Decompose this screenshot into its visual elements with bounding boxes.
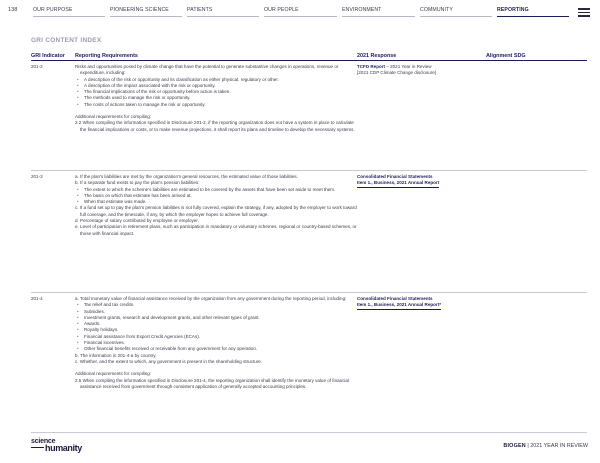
requirement-bullet: • The costs of actions taken to manage the risk or opportunity. — [75, 102, 357, 108]
logo-science-text: science — [31, 438, 56, 445]
requirement-text: c. If a fund set up to pay the plan's pension liabilities is not fully covered, explain the strategy, if any, adopted by the employer to work toward full coverage, and the timescale, if any, by which the employer hopes to achieve full coverage. — [75, 205, 357, 217]
requirement-bullet: • Subsidies. — [75, 309, 357, 315]
top-navigation — [0, 0, 600, 22]
requirement-bullet: • Financial assistance from Export Credit Agencies (ECAs). — [75, 334, 357, 340]
requirement-text: Additional requirements for compiling: — [75, 371, 152, 377]
reporting-requirements — [75, 174, 357, 237]
response-cell — [357, 296, 487, 310]
requirement-bullet: • Financial incentives. — [75, 340, 357, 346]
footer-brand: BIOGEN — [503, 443, 526, 449]
requirement-bullet: • The financial implications of the risk or opportunity before action is taken. — [75, 89, 357, 95]
nav-environment[interactable]: ENVIRONMENT — [342, 7, 382, 13]
reporting-requirements — [75, 296, 357, 390]
response-link[interactable]: Item 1., Business, 2021 Annual Report* — [357, 302, 441, 309]
footer-separator: | — [527, 443, 531, 449]
page-number: 138 — [8, 7, 18, 13]
nav-pioneering-science[interactable]: PIONEERING SCIENCE — [110, 7, 169, 13]
gri-indicator: 201-2 — [31, 64, 43, 69]
nav-underline — [187, 16, 259, 17]
nav-community[interactable]: COMMUNITY — [420, 7, 453, 13]
nav-our-people[interactable]: OUR PEOPLE — [264, 7, 299, 13]
column-header-response: 2021 Response — [357, 53, 397, 59]
nav-underline — [264, 16, 337, 17]
gri-content-table — [31, 51, 587, 433]
response-text: [2021 CDP Climate Change disclosure] — [357, 70, 437, 76]
response-cell — [357, 64, 487, 77]
requirement-text: Risks and opportunities posed by climate change that have the potential to generate substantive changes in operations, revenue or expenditure, including: — [75, 64, 339, 76]
nav-underline — [420, 16, 492, 17]
requirement-bullet: • The basis on which that estimate has been arrived at. — [75, 193, 357, 199]
nav-underline — [33, 16, 105, 17]
response-link[interactable]: TCFD Report — [357, 64, 386, 69]
requirement-text: 2.5 When compiling the information specified in Disclosure 201-4, the reporting organization shall identify the monetary value of financial assistance received from government through consistent application of generally accepted accounting principles. — [75, 377, 349, 389]
requirement-bullet: • The methods used to manage the risk or opportunity. — [75, 95, 357, 101]
requirement-bullet: • A description of the risk or opportunity and its classification as either physical, regulatory or other. — [75, 77, 357, 83]
gri-indicator: 201-3 — [31, 174, 43, 179]
requirement-bullet: • When that estimate was made. — [75, 199, 357, 205]
reporting-requirements — [75, 64, 357, 133]
requirement-bullet: • A description of the impact associated with the risk or opportunity. — [75, 83, 357, 89]
nav-underline — [110, 16, 182, 17]
column-header-requirements: Reporting Requirements — [75, 53, 138, 59]
logo-humanity-text: humanity — [45, 442, 82, 453]
requirement-text: c. Whether, and the extent to which, any government is present in the shareholding structure. — [75, 358, 263, 364]
requirement-bullet: • Other financial benefits received or receivable from any government for any operation. — [75, 346, 357, 352]
nav-patients[interactable]: PATIENTS — [187, 7, 213, 13]
response-link[interactable]: Consolidated Financial Statements — [357, 296, 433, 301]
table-row — [31, 171, 587, 293]
nav-reporting[interactable]: REPORTING — [497, 7, 529, 13]
hamburger-menu-icon[interactable] — [578, 8, 590, 17]
table-header — [31, 51, 587, 61]
response-link[interactable]: Consolidated Financial Statements — [357, 174, 433, 179]
response-text: – 2021 Year in Review — [385, 64, 432, 69]
nav-our-purpose[interactable]: OUR PURPOSE — [33, 7, 73, 13]
requirement-text: 2.2 When compiling the information specified in Disclosure 201-2, if the reporting organization does not have a system in place to calculate the financial implications or costs, or to make revenue projections, it shall report its plans and timeline to develop the necessary systems. — [75, 120, 355, 132]
requirement-text: a. If the plan's liabilities are met by the organization's general resources, the estimated value of those liabilities. — [75, 174, 298, 179]
response-link[interactable]: Item 1., Business, 2021 Annual Report — [357, 180, 439, 187]
footer-subtitle: 2021 YEAR IN REVIEW — [530, 443, 588, 449]
requirement-text: a. Total monetary value of financial assistance received by the organization from any government during the reporting period, including: — [75, 296, 347, 301]
nav-underline-active — [497, 16, 569, 18]
requirement-text: d. Percentage of salary contributed by employee or employer. — [75, 218, 199, 224]
science-humanity-logo — [31, 438, 111, 454]
requirement-bullet: • Tax relief and tax credits. — [75, 302, 357, 308]
requirement-bullet: • Investment grants, research and development grants, and other relevant types of grant. — [75, 315, 357, 321]
requirement-text: e. Level of participation in retirement plans, such as participation in mandatory or voluntary schemes, regional or country-based schemes, or those with financial impact. — [75, 224, 357, 236]
section-title: GRI CONTENT INDEX — [31, 37, 102, 44]
response-cell — [357, 174, 487, 188]
nav-underline — [342, 16, 415, 17]
gri-indicator: 201-4 — [31, 296, 43, 301]
table-row — [31, 61, 587, 171]
requirement-text: b. The information in 201-4-a by country. — [75, 352, 157, 358]
requirement-bullet: • The extent to which the scheme's liabilities are estimated to be covered by the assets that have been set aside to meet them. — [75, 187, 357, 193]
footer-publication — [503, 443, 588, 449]
table-row — [31, 293, 587, 433]
requirement-bullet: • Royalty holidays. — [75, 327, 357, 333]
column-header-sdg: Alignment SDG — [486, 53, 526, 59]
requirement-text: b. If a separate fund exists to pay the plan's pension liabilities: — [75, 180, 200, 186]
logo-bar — [31, 447, 44, 448]
requirement-text: Additional requirements for compiling: — [75, 114, 152, 120]
requirement-bullet: • Awards. — [75, 321, 357, 327]
column-header-indicator: GRI Indicator — [31, 53, 65, 59]
